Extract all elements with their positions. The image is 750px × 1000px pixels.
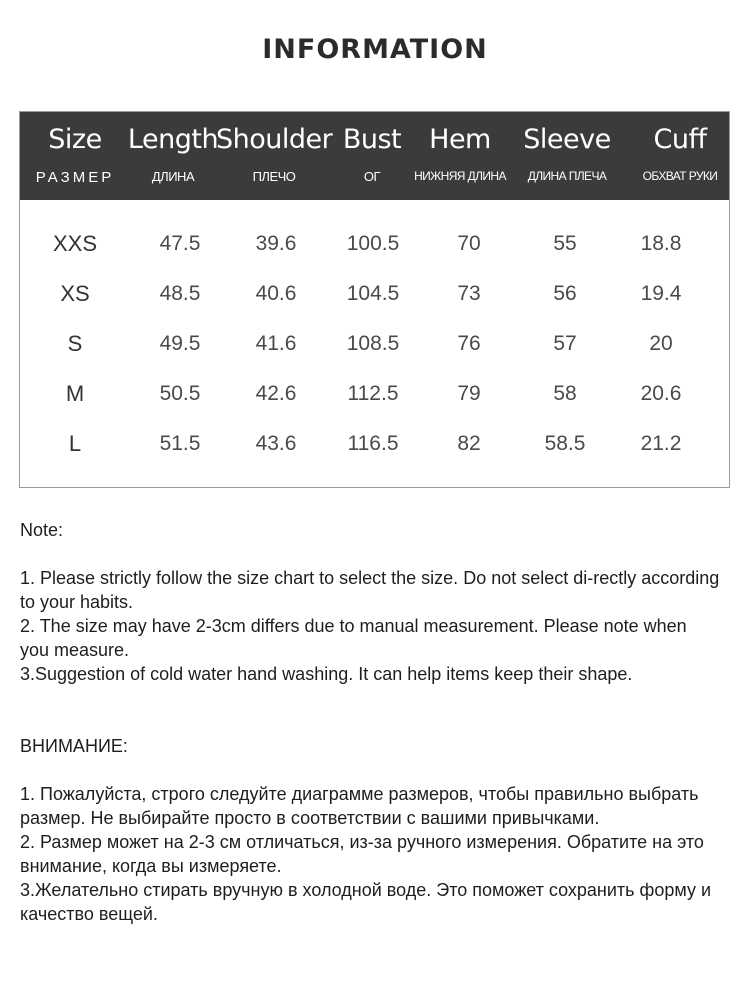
table-header [20, 112, 729, 200]
header-hem-ru: НИЖНЯЯ ДЛИНА [414, 169, 506, 183]
note-item-en-3: 3.Suggestion of cold water hand washing. It can help items keep their shape. [20, 664, 633, 684]
shoulder-cell: 40.6 [255, 282, 297, 305]
sleeve-cell: 57 [553, 332, 577, 355]
table-row [20, 319, 729, 369]
header-bust-ru: ОГ [363, 169, 381, 184]
header-shoulder-label: Shoulder [216, 124, 333, 155]
bust-cell: 112.5 [347, 382, 399, 405]
size-chart-table [19, 111, 730, 488]
sleeve-cell: 55 [553, 232, 577, 255]
header-hem-label: Hem [429, 124, 491, 155]
header-cuff-label: Cuff [653, 124, 707, 155]
size-cell: S [67, 331, 83, 356]
sleeve-cell: 56 [553, 282, 577, 305]
hem-cell: 82 [457, 432, 481, 455]
note-item-ru-2: 2. Размер может на 2-3 см отличаться, из-за ручного измерения. Обратите на это внимание, когда вы измеряете. [20, 832, 704, 876]
length-cell: 47.5 [159, 232, 201, 255]
table-row [20, 219, 729, 269]
header-length [123, 112, 223, 200]
cuff-cell: 21.2 [640, 432, 682, 455]
note-item-ru-1: 1. Пожалуйста, строго следуйте диаграмме размеров, чтобы правильно выбрать размер. Не выбирайте просто в соответствии с вашими привычками. [20, 784, 699, 828]
table-row [20, 269, 729, 319]
bust-cell: 116.5 [347, 432, 399, 455]
header-sleeve [516, 112, 618, 200]
header-bust [332, 112, 412, 200]
hem-cell: 76 [457, 332, 481, 355]
size-cell: XXS [52, 231, 98, 256]
header-bust-label: Bust [342, 124, 402, 155]
table-row [20, 419, 729, 469]
length-cell: 48.5 [159, 282, 201, 305]
hem-cell: 73 [457, 282, 481, 305]
header-sleeve-label: Sleeve [523, 124, 611, 155]
header-shoulder [216, 112, 332, 200]
header-length-ru: ДЛИНА [151, 169, 195, 184]
page-title: INFORMATION [262, 34, 488, 65]
bust-cell: 108.5 [346, 332, 400, 355]
header-sleeve-ru: ДЛИНА ПЛЕЧА [527, 169, 607, 183]
table-row [20, 369, 729, 419]
header-cuff-ru: ОБХВАТ РУКИ [642, 169, 718, 183]
length-cell: 49.5 [159, 332, 201, 355]
cuff-cell: 19.4 [640, 282, 682, 305]
hem-cell: 79 [457, 382, 481, 405]
note-item-en-1: 1. Please strictly follow the size chart to select the size. Do not select di-rectly according to your habits. [20, 568, 720, 612]
bust-cell: 104.5 [346, 282, 400, 305]
sleeve-cell: 58 [553, 382, 577, 405]
note-heading-en: Note: [20, 520, 64, 540]
header-length-label: Length [127, 124, 219, 155]
note-item-en-2: 2. The size may have 2-3cm differs due to manual measurement. Please note when you measure. [20, 616, 687, 660]
size-cell: M [65, 381, 85, 406]
size-cell: XS [60, 281, 90, 306]
header-hem [408, 112, 512, 200]
cuff-cell: 20 [649, 332, 673, 355]
bust-cell: 100.5 [346, 232, 400, 255]
cuff-cell: 20.6 [640, 382, 682, 405]
header-shoulder-ru: ПЛЕЧО [252, 169, 296, 184]
header-size-ru: РАЗМЕР [35, 169, 115, 186]
size-cell: L [68, 431, 82, 456]
notes-section [20, 518, 720, 926]
shoulder-cell: 43.6 [255, 432, 297, 455]
sleeve-cell: 58.5 [544, 432, 586, 455]
header-cuff [630, 112, 730, 200]
cuff-cell: 18.8 [640, 232, 682, 255]
shoulder-cell: 39.6 [255, 232, 297, 255]
note-heading-ru: ВНИМАНИЕ: [20, 736, 128, 756]
hem-cell: 70 [457, 232, 481, 255]
header-size-label: Size [48, 124, 102, 155]
length-cell: 50.5 [159, 382, 201, 405]
shoulder-cell: 42.6 [255, 382, 297, 405]
note-item-ru-3: 3.Желательно стирать вручную в холодной воде. Это поможет сохранить форму и качество вещей. [20, 880, 712, 924]
length-cell: 51.5 [159, 432, 201, 455]
shoulder-cell: 41.6 [255, 332, 297, 355]
header-size [20, 112, 130, 200]
